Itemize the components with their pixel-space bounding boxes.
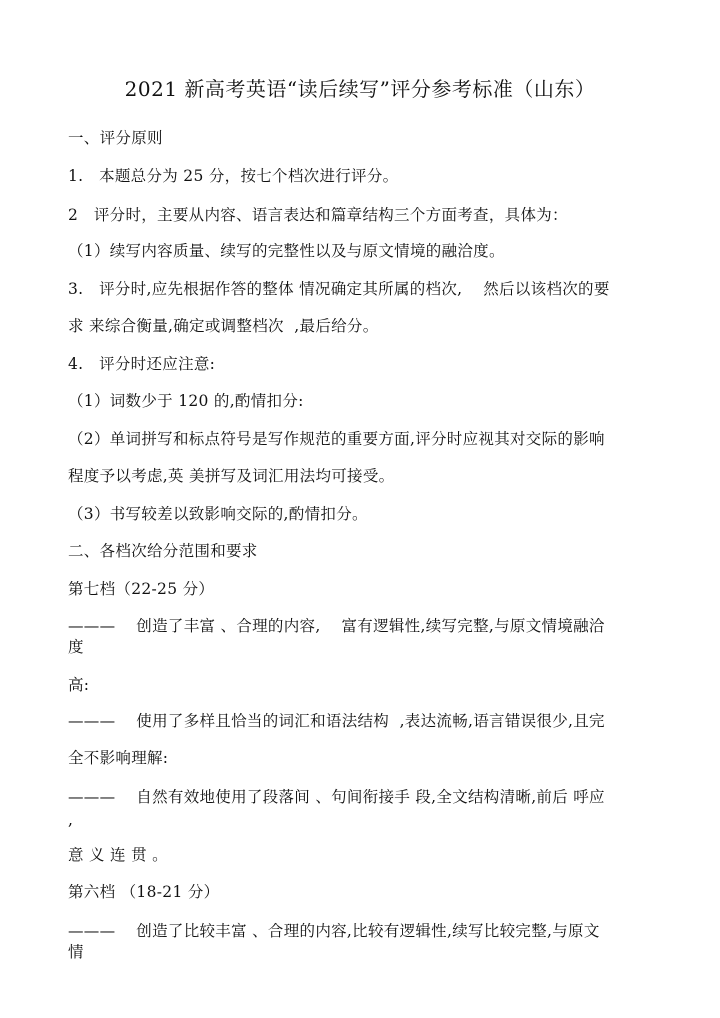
principle-3-line-2: 求 来综合衡量,确定或调整档次 ,最后给分。 (68, 317, 379, 335)
principle-1: 1. 本题总分为 25 分，按七个档次进行评分。 (68, 167, 399, 185)
grade-7-point-1-line-2: 度 (68, 638, 84, 656)
principle-2-item-1: （1）续写内容质量、续写的完整性以及与原文情境的融洽度。 (68, 242, 505, 260)
principle-4-item-2-line-1: （2）单词拼写和标点符号是写作规范的重要方面,评分时应视其对交际的影响 (68, 430, 605, 448)
grade-6-point-1-line-1: ——— 创造了比较丰富 、合理的内容,比较有逻辑性,续写比较完整,与原文 (68, 922, 600, 940)
grade-7-point-1-line-1: ——— 创造了丰富 、合理的内容, 富有逻辑性,续写完整,与原文情境融洽 (68, 617, 605, 635)
grade-6-heading: 第六档 （18-21 分） (68, 883, 220, 901)
grade-7-heading: 第七档（22-25 分） (68, 580, 215, 598)
grade-7-point-2-line-2: 全不影响理解: (68, 749, 169, 767)
document-title: 2021 新高考英语“读后续写”评分参考标准（山东） (124, 77, 596, 101)
grade-7-point-3-line-2: , (68, 811, 74, 829)
grade-7-point-2-line-1: ——— 使用了多样且恰当的词汇和语法结构 ,表达流畅,语言错误很少,且完 (68, 712, 605, 730)
principle-4: 4. 评分时还应注意: (68, 355, 216, 373)
principle-3-line-1: 3. 评分时,应先根据作答的整体 情况确定其所属的档次, 然后以该档次的要 (68, 280, 610, 298)
grade-7-point-3-line-3: 意 义 连 贯 。 (68, 846, 168, 864)
principle-4-item-3: （3）书写较差以致影响交际的,酌情扣分。 (68, 505, 368, 523)
principle-4-item-1: （1）词数少于 120 的,酌情扣分: (68, 392, 304, 410)
principle-4-item-2-line-2: 程度予以考虑,英 美拼写及词汇用法均可接受。 (68, 467, 395, 485)
section-heading-principles: 一、评分原则 (68, 129, 163, 147)
grade-6-point-1-line-2: 情 (68, 943, 84, 961)
grade-7-point-1-line-3: 高: (68, 676, 90, 694)
grade-7-point-3-line-1: ——— 自然有效地使用了段落间 、句间衔接手 段,全文结构清晰,前后 呼应 (68, 788, 605, 806)
principle-2: 2 评分时，主要从内容、语言表达和篇章结构三个方面考查，具体为： (68, 206, 568, 224)
section-heading-grades: 二、各档次给分范围和要求 (68, 542, 258, 560)
